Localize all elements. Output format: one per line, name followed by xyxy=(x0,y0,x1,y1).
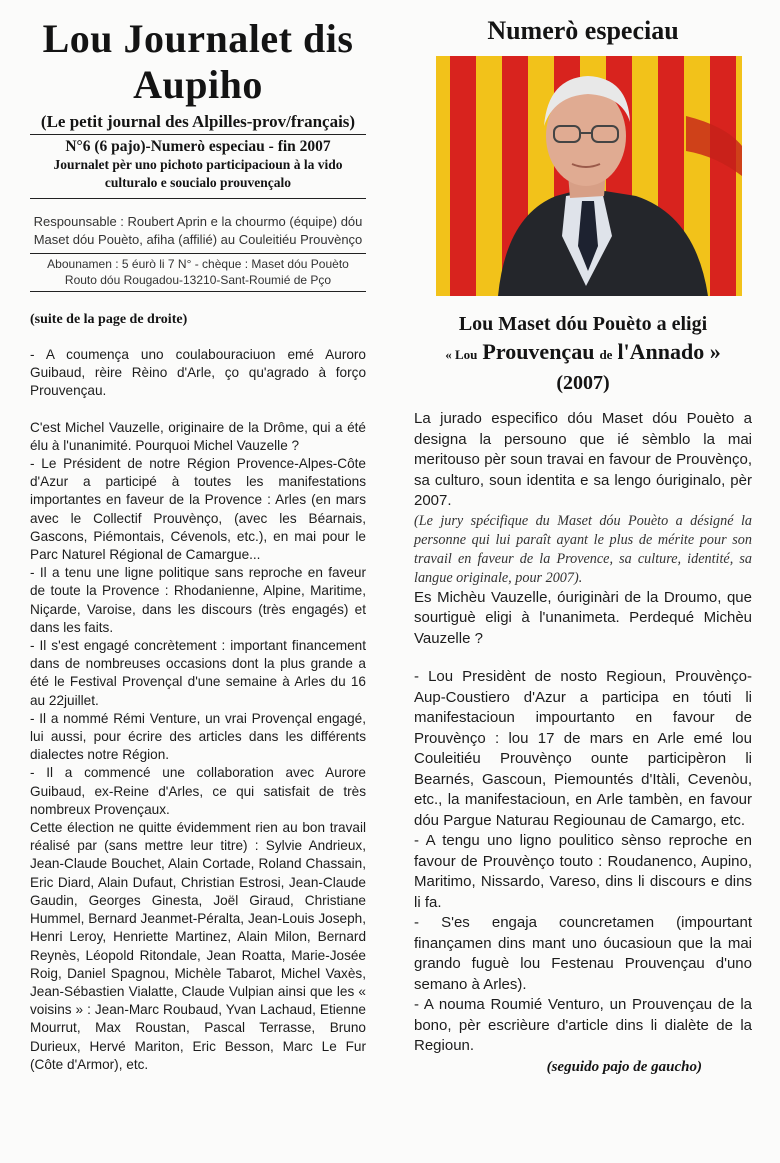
paragraph: - A tengu uno ligno poulitico sènso reproche en favour de Prouvènço touto : Roudanenco, Aupino, Maritimo, Nissardo, Vareso, dins li discours e dins li fa. xyxy=(414,832,752,911)
headline-year: (2007) xyxy=(556,372,610,394)
intro-paragraph: La jurado especifico dóu Maset dóu Pouèto a designa la persouno que ié sèmblo la mai meritouso pèr soun travai en favour de Prouvènço, sa culturo, soun identita e sa lengo óuriginalo, pèr 2007. xyxy=(414,410,752,509)
paragraph: - Lou Presidènt de nosto Regioun, Prouvènço-Aup-Coustiero d'Azur a participa en tóuti li manifestacioun impourtanto en favour de Prouvènço : lou 17 de mars en Arle emé lou Couleitiéu Prouvènço ounte participèron li Bearnés, Gascoun, Piemountés d'Itàli, Cevenòu, etc., la manifestacioun, en Arle tambèn, en favour dóu Pargue Naturau Regiounau de Camargo, etc. xyxy=(414,668,752,829)
paragraph: Cette élection ne quitte évidemment rien au bon travail réalisé par (sans mettre leur titre) : Sylvie Andrieux, Jean-Claude Bouchet, Alain Cortade, Roland Chassain, Eric Diard, Alain Dufaut, Christian Estrosi, Jean-Claude Gaudin, Georges Ginesta, Joël Giraud, Christiane Hummel, Bernard Jeanmet-Péralta, Jean-Louis Joseph, Henri Leroy, Henriette Martinez, Alain Milon, Bernard Reynès, Léopold Ritondale, Jean Roatta, Marie-Josée Roig, Daniel Spagnou, Michèle Tabarot, Michel Vaxès, Jean-Sébastien Vialatte, Claude Vulpian ainsi que les « voisins » : Jean-Marc Roubaud, Yvan Lachaud, Etienne Mourrut, Max Roustan, Pascal Terrasse, Bruno Durieux, Hervé Mariton, Eric Besson, Marc Le Fur (Côte d'Armor), etc. xyxy=(30,820,366,1072)
headline-line2 xyxy=(414,338,752,369)
section-title: Numerò especiau xyxy=(487,16,679,45)
right-article xyxy=(414,409,752,1057)
portrait-image xyxy=(436,56,742,296)
headline xyxy=(414,310,752,397)
divider xyxy=(30,291,366,292)
spacer xyxy=(30,401,366,419)
left-article xyxy=(30,346,366,1074)
paragraph: Es Michèu Vauzelle, óuriginàri de la Droumo, que sourtiguè eligi à l'unanimeta. Perdequé Michèu Vauzelle ? xyxy=(414,588,752,647)
masthead-title: Lou Journalet dis Aupiho xyxy=(42,16,354,107)
tagline: Journalet pèr uno pichoto participacioun à la vido culturalo e soucialo prouvençalo xyxy=(53,157,343,190)
divider xyxy=(30,198,366,199)
paragraph: - A nouma Roumié Venturo, un Prouvençau de la bono, pèr escrièure d'article dins li dialète de la Regioun. xyxy=(414,996,752,1054)
left-column xyxy=(30,14,366,1074)
continuation-footer: (seguido pajo de gaucho) xyxy=(546,1058,702,1075)
intro-translation: (Le jury spécifique du Maset dóu Pouèto a désigné la personne qui lui paraît ayant le plus de mérite pour son travail en faveur de la Provence, sa culture, identité, sa langue originale, pour 2007). xyxy=(414,512,752,586)
headline-de: de xyxy=(599,347,613,362)
paragraph: - Il a commencé une collaboration avec Aurore Guibaud, ex-Reine d'Arles, ce qui satisfait de très nombreux Provençaux. xyxy=(30,765,366,817)
paragraph: - A coumença uno coulabouraciuon emé Auroro Guibaud, rèire Rèino d'Arle, ço qu'agrado à forço Prouvençau. xyxy=(30,347,366,399)
paragraph: C'est Michel Vauzelle, originaire de la Drôme, qui a été élu à l'unanimité. Pourquoi Michel Vauzelle ? xyxy=(30,419,366,453)
headline-line1: Lou Maset dóu Pouèto a eligi xyxy=(458,313,708,335)
headline-annado: l'Annado » xyxy=(617,339,721,364)
issue-line: N°6 (6 pajo)-Numerò especiau - fin 2007 xyxy=(65,138,331,155)
spacer xyxy=(414,649,752,667)
headline-prouvencau: Prouvençau xyxy=(482,339,595,364)
paragraph: - S'es engaja councretamen (impourtant finançamen dins mant uno óucasioun que la mai grando fuguè lou Festenau Prouvençau d'uno semano à Arles). xyxy=(414,914,752,993)
right-column xyxy=(414,14,752,1076)
paragraph: - Le Président de notre Région Provence-Alpes-Côte d'Azur a participé à toutes les manifestations importantes en faveur de la Provence : Arles (en mars avec le Collectif Prouvènço, (avec les Béarnais, Gascons, Piémontais, Cévenols, etc.), en mai pour le Parc Naturel Régional de Camargue... xyxy=(30,456,366,563)
paragraph: - Il a nommé Rémi Venture, un vrai Provençal engagé, lui aussi, pour écrire des articles dans les différents dialectes notre Région. xyxy=(30,710,366,763)
continuation-note: (suite de la page de droite) xyxy=(30,312,188,327)
divider xyxy=(30,134,366,135)
divider xyxy=(30,253,366,254)
portrait-photo xyxy=(436,56,742,296)
subscription-info: Abounamen : 5 éurò li 7 N° - chèque : Maset dóu Pouèto Routo dóu Rougadou-13210-Sant-Roumié de Pço xyxy=(47,257,349,287)
paragraph: - Il s'est engagé concrètement : important financement dans de nombreuses occasions dont la plus grande a été le Festival Provençal d'une semaine à Arles du 16 au 22juillet. xyxy=(30,638,366,708)
paragraph: - Il a tenu une ligne politique sans reproche en faveur de toute la Provence : Rhodanienne, Alpine, Maritime, Niçarde, Varoise, dans les discours (très engagés) et dans les faits. xyxy=(30,565,366,635)
headline-lou: « Lou xyxy=(445,347,478,362)
responsable-info: Respounsable : Roubert Aprin e la chourmo (équipe) dóu Maset dóu Pouèto, afiha (affilié) au Couleitiéu Prouvènço xyxy=(33,214,363,247)
masthead-subtitle: (Le petit journal des Alpilles-prov/français) xyxy=(40,112,356,131)
